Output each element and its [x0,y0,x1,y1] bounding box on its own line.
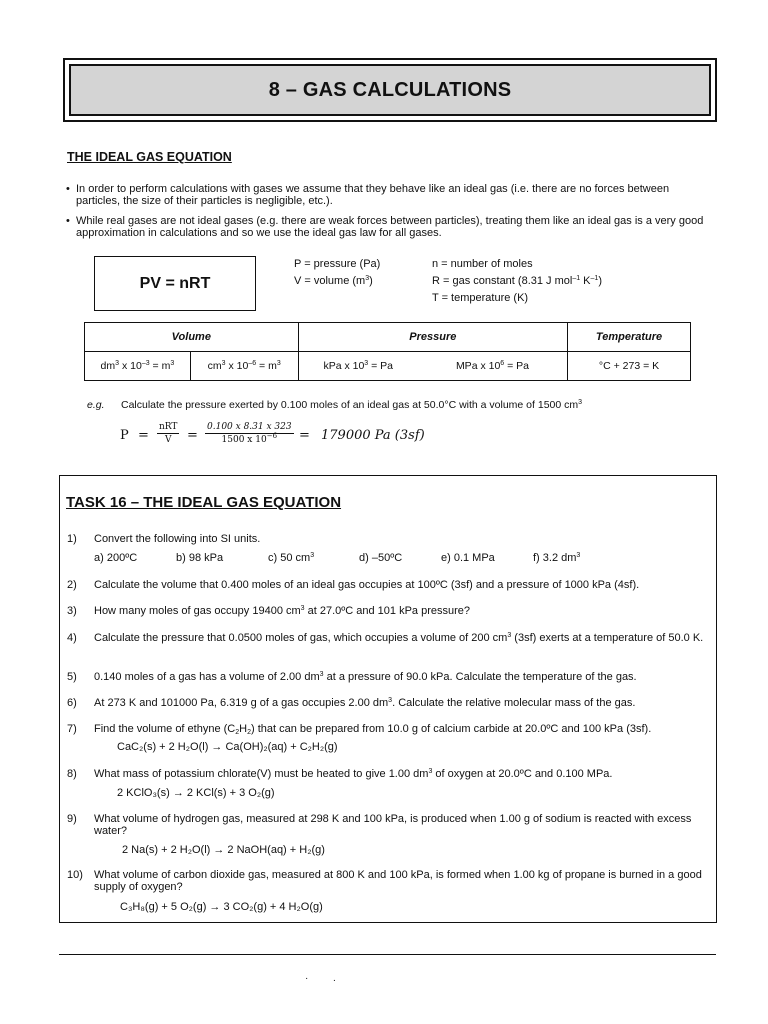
calc-result: 179000 Pa (3sf) [321,428,425,443]
cell-dm3-conversion: $dm^3$ x $10^{-3} = m^3$ [85,352,191,381]
header-temperature: Temperature [568,323,691,352]
calc-fraction-nrt-v: $\frac{\text{nRT}}{V}$ [159,422,178,445]
calc-p: P [120,428,129,443]
bullet-text: While real gases are not ideal gases (e.g. there are weak forces between particles), treating them like an ideal gas is a very good approximation in calculations and so we use the ideal gas law for all gases. [76,215,704,239]
bullet-dot: • [66,215,70,227]
header-pressure: Pressure [298,323,568,352]
unit-conversion-table [84,322,691,381]
cell-kpa-conversion: kPa x $10^3 = Pa$ [298,352,418,381]
var-gas-constant: R = gas constant (8.31 J mol$^{-1}$ $K^{-1}$) [432,275,602,287]
ideal-gas-formula: PV = nRT [139,274,211,292]
footer-rule [59,954,716,955]
footer-mark: · [305,973,309,984]
q1-part-b: b) 98 kPa [176,552,224,564]
example-label: e.g. [87,399,105,411]
q1-part-e: e) 0.1 MPa [441,552,495,564]
var-temperature: T = temperature (K) [432,292,529,304]
var-volume: V = volume $(m^3)$ [294,275,373,287]
q8-equation: 2 KClO₃(s) → 2 KCl(s) + 3 O₂(g) [117,787,275,799]
section-heading-ideal-gas: THE IDEAL GAS EQUATION [67,150,232,164]
ideal-gas-formula-box [94,256,256,311]
calc-fraction-values: $\frac{0.100 x 8.31 x 323}{1500 x 10^{-6}}$ [207,422,292,445]
q1-part-a: a) 200ºC [94,552,138,564]
q1-part-d: d) –50ºC [359,552,403,564]
cell-mpa-conversion: MPa x $10^6 = Pa$ [418,352,568,381]
title-banner [63,58,717,122]
q7-equation: CaC₂(s) + 2 H₂O(l) → Ca(OH)₂(aq) + C₂H₂(g) [117,741,338,753]
calc-equals: = [138,428,149,443]
q1-part-f: f) 3.2 $dm^3$ [533,552,581,564]
q9-equation: 2 Na(s) + 2 H₂O(l) → 2 NaOH(aq) + H₂(g) [122,844,325,856]
footer-mark: . [333,973,336,984]
example-question: Calculate the pressure exerted by 0.100 moles of an ideal gas at 50.0°C with a volume of 1500 $cm^3$ [121,399,583,411]
q10-equation: C₃H₈(g) + 5 O₂(g) → 3 CO₂(g) + 4 H₂O(g) [120,901,323,913]
bullet-real-gases [66,215,716,239]
cell-cm3-conversion: $cm^3$ x $10^{-6} = m^3$ [190,352,298,381]
bullet-text: In order to perform calculations with gases we assume that they behave like an ideal gas (i.e. there are no forces between particles, the size of their particles is negligible, etc.). [76,183,670,207]
page-title: 8 – GAS CALCULATIONS [268,78,512,101]
q1-part-c: c) 50 $cm^3$ [268,552,315,564]
title-banner-inner [69,64,711,116]
table-row [85,352,691,381]
bullet-dot: • [66,183,70,195]
var-moles: n = number of moles [432,258,533,270]
header-volume: Volume [85,323,299,352]
task-title: TASK 16 – THE IDEAL GAS EQUATION [66,494,342,511]
bullet-ideal-assumption [66,183,716,207]
var-pressure: P = pressure (Pa) [294,258,381,270]
cell-temp-conversion: °C + 273 = K [568,352,691,381]
calc-equals: = [299,428,310,443]
calc-equals: = [187,428,198,443]
table-header-row [85,323,691,352]
